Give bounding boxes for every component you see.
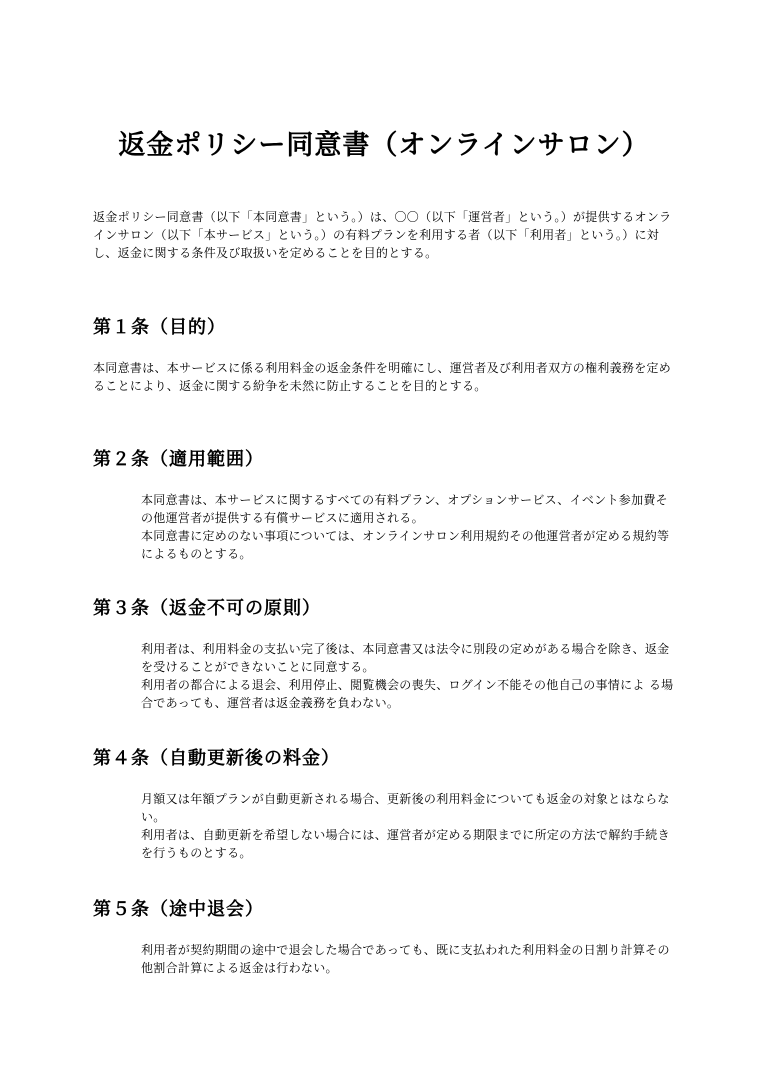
article-3 bbox=[93, 596, 683, 712]
article-5-paragraph-1: 利用者が契約期間の途中で退会した場合であっても、既に支払われた利用料金の日割り計算その他割合計算による返金は行わない。 bbox=[141, 943, 670, 975]
article-2-heading: 第２条（適用範囲） bbox=[93, 449, 264, 470]
article-4-body bbox=[141, 790, 676, 862]
article-1-paragraph-1: 本同意書は、本サービスに係る利用料金の返金条件を明確にし、運営者及び利用者双方の権利義務を定めることにより、返金に関する紛争を未然に防止することを目的とする。 bbox=[93, 361, 672, 393]
article-5-heading: 第５条（途中退会） bbox=[93, 899, 264, 920]
article-2-paragraph-2: 本同意書に定めのない事項については、オンラインサロン利用規約その他運営者が定める規約等によるものとする。 bbox=[141, 529, 670, 561]
intro-paragraph: 返金ポリシー同意書（以下「本同意書」という。）は、〇〇（以下「運営者」という。）が提供するオンラインサロン（以下「本サービス」という。）の有料プランを利用する者（以下「利用者」という。）に対し、返金に関する条件及び取扱いを定めることを目的とする。 bbox=[93, 210, 672, 260]
article-2 bbox=[93, 447, 683, 563]
article-1 bbox=[93, 315, 683, 395]
article-5-body bbox=[141, 941, 676, 977]
article-3-paragraph-2: 利用者の都合による退会、利用停止、閲覧機会の喪失、ログイン不能その他自己の事情によ る場合であっても、運営者は返金義務を負わない。 bbox=[141, 678, 674, 710]
document-title: 返金ポリシー同意書（オンラインサロン） bbox=[118, 130, 650, 161]
article-4-paragraph-2: 利用者は、自動更新を希望しない場合には、運営者が定める期限までに所定の方法で解約手続きを行うものとする。 bbox=[141, 828, 670, 860]
article-3-heading: 第３条（返金不可の原則） bbox=[93, 598, 321, 619]
article-1-heading: 第１条（目的） bbox=[93, 317, 226, 338]
article-5 bbox=[93, 897, 683, 977]
article-1-body bbox=[93, 359, 676, 395]
article-3-paragraph-1: 利用者は、利用料金の支払い完了後は、本同意書又は法令に別段の定めがある場合を除き、返金を受けることができないことに同意する。 bbox=[141, 642, 670, 674]
article-4-paragraph-1: 月額又は年額プランが自動更新される場合、更新後の利用料金についても返金の対象とはならない。 bbox=[141, 792, 670, 824]
article-3-body bbox=[141, 640, 676, 712]
article-2-body bbox=[141, 491, 676, 563]
article-2-paragraph-1: 本同意書は、本サービスに関するすべての有料プラン、オプションサービス、イベント参加費その他運営者が提供する有償サービスに適用される。 bbox=[141, 493, 668, 525]
article-4-heading: 第４条（自動更新後の料金） bbox=[93, 748, 340, 769]
article-4 bbox=[93, 746, 683, 862]
